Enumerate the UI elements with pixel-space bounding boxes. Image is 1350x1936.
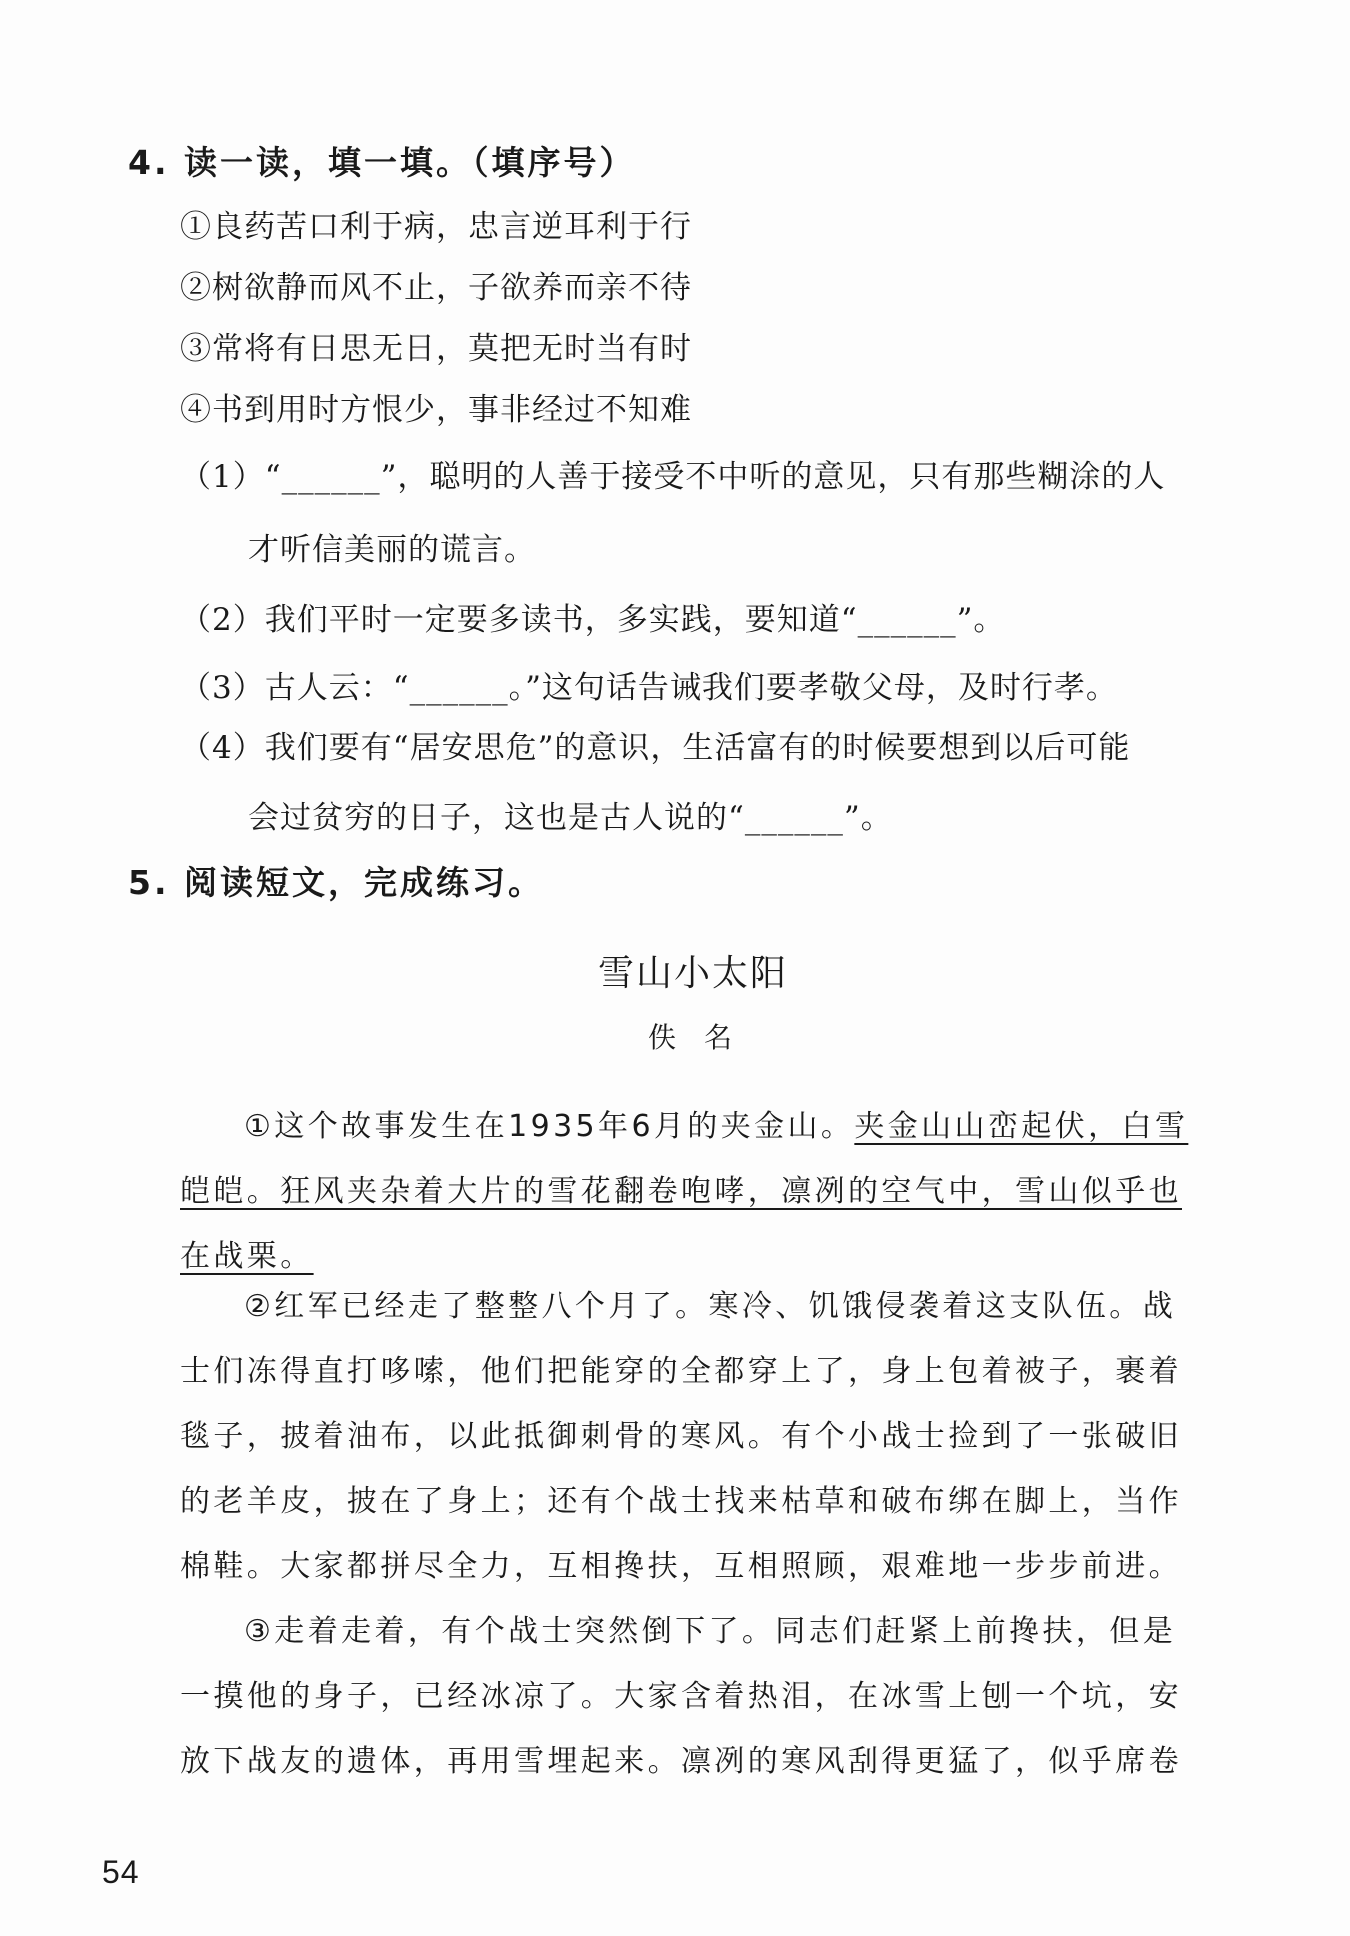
paragraph-2-line-3: 毯子，披着油布，以此抵御刺骨的寒风。有个小战士捡到了一张破旧 [180, 1419, 1182, 1454]
paragraph-1-text: ①这个故事发生在1935年6月的夹金山。 [244, 1109, 855, 1144]
paragraph-2-line-1: ②红军已经走了整整八个月了。寒冷、饥饿侵袭着这支队伍。战 [244, 1289, 1177, 1324]
paragraph-3-line-2: 一摸他的身子，已经冰凉了。大家含着热泪，在冰雪上刨一个坑，安 [180, 1679, 1182, 1714]
passage-title: 雪山小太阳 [598, 953, 789, 994]
proverb-1: ①良药苦口利于病，忠言逆耳利于行 [180, 209, 692, 245]
underlined-sentence: 夹金山山峦起伏，白雪 [854, 1109, 1189, 1144]
proverb-3: ③常将有日思无日，莫把无时当有时 [180, 331, 692, 367]
page-number: 54 [102, 1854, 140, 1890]
paragraph-1-line-1 [244, 1107, 1188, 1147]
paragraph-1-line-2: 皑皑。狂风夹杂着大片的雪花翻卷咆哮，凛冽的空气中，雪山似乎也 [180, 1174, 1182, 1209]
question-1-line-1: （1）“______”，聪明的人善于接受不中听的意见，只有那些糊涂的人 [180, 459, 1166, 495]
paragraph-2-line-5: 棉鞋。大家都拼尽全力，互相搀扶，互相照顾，艰难地一步步前进。 [180, 1549, 1182, 1584]
paragraph-3-line-3: 放下战友的遗体，再用雪埋起来。凛冽的寒风刮得更猛了，似乎席卷 [180, 1744, 1182, 1779]
section-5-heading: 5. 阅读短文，完成练习。 [128, 863, 544, 902]
paragraph-2-line-4: 的老羊皮，披在了身上；还有个战士找来枯草和破布绑在脚上，当作 [180, 1484, 1182, 1519]
paragraph-3-line-1: ③走着走着，有个战士突然倒下了。同志们赶紧上前搀扶，但是 [244, 1614, 1177, 1649]
question-2: （2）我们平时一定要多读书，多实践，要知道“______”。 [180, 602, 1006, 638]
section-4-heading: 4. 读一读，填一填。（填序号） [128, 143, 636, 182]
passage-author: 佚名 [648, 1021, 761, 1054]
question-1-line-2: 才听信美丽的谎言。 [248, 532, 536, 568]
proverb-2: ②树欲静而风不止，子欲养而亲不待 [180, 270, 692, 306]
paragraph-2-line-2: 士们冻得直打哆嗦，他们把能穿的全都穿上了，身上包着被子，裹着 [180, 1354, 1182, 1389]
question-4-line-2: 会过贫穷的日子，这也是古人说的“______”。 [248, 800, 893, 836]
question-4-line-1: （4）我们要有“居安思危”的意识，生活富有的时候要想到以后可能 [180, 730, 1131, 766]
question-3: （3）古人云：“______。”这句话告诫我们要孝敬父母，及时行孝。 [180, 670, 1118, 706]
paragraph-1-line-3: 在战栗。 [180, 1239, 314, 1274]
proverb-4: ④书到用时方恨少，事非经过不知难 [180, 392, 692, 428]
